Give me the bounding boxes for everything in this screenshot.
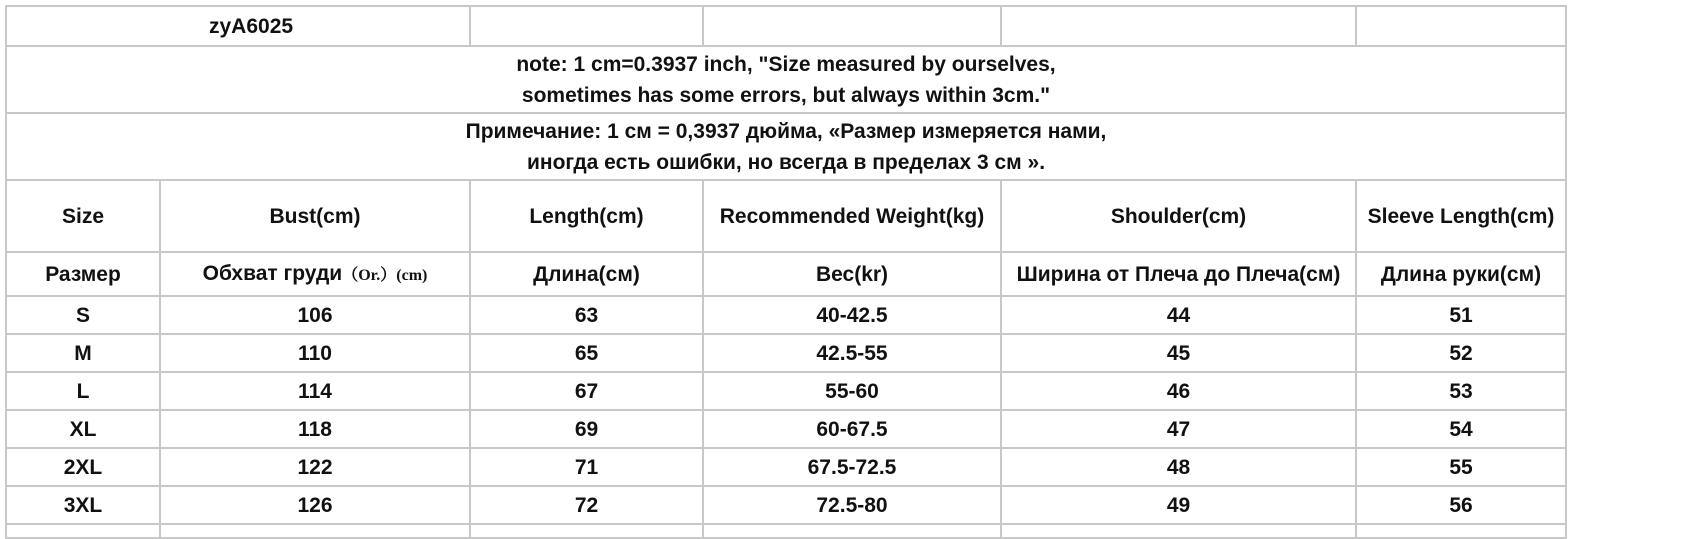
cell-size: L <box>6 372 160 410</box>
cell-bust: 126 <box>160 486 470 524</box>
table-row <box>6 372 1566 410</box>
cell-bust: 118 <box>160 410 470 448</box>
note-en-line-1: note: 1 cm=0.3937 inch, "Size measured by ourselves, <box>516 52 1056 76</box>
cell-sleeve: 53 <box>1356 372 1566 410</box>
product-code: zyA6025 <box>6 6 470 46</box>
header-weight: Recommended Weight(kg) <box>703 180 1001 252</box>
empty-row <box>6 524 1566 538</box>
table-row <box>6 448 1566 486</box>
header-bust-ru <box>160 252 470 296</box>
header-shoulder-ru: Ширина от Плеча до Плеча(см) <box>1001 252 1356 296</box>
header-row-ru <box>6 252 1566 296</box>
header-bust-ru-suffix: （Or.）(cm) <box>342 266 428 284</box>
cell-weight: 60-67.5 <box>703 410 1001 448</box>
note-ru-line-2: иногда есть ошибки, но всегда в пределах 3 см ». <box>526 150 1046 174</box>
cell-sleeve: 54 <box>1356 410 1566 448</box>
size-chart-table <box>5 5 1567 539</box>
header-bust-ru-label: Обхват груди <box>202 261 343 285</box>
cell-length: 65 <box>470 334 703 372</box>
header-weight-ru: Вес(kr) <box>703 252 1001 296</box>
cell-shoulder: 46 <box>1001 372 1356 410</box>
cell-sleeve: 55 <box>1356 448 1566 486</box>
empty-cell <box>1356 524 1566 538</box>
cell-bust: 110 <box>160 334 470 372</box>
cell-sleeve: 56 <box>1356 486 1566 524</box>
empty-cell <box>703 524 1001 538</box>
header-sleeve: Sleeve Length(cm) <box>1356 180 1566 252</box>
cell-length: 63 <box>470 296 703 334</box>
cell-size: S <box>6 296 160 334</box>
cell-bust: 114 <box>160 372 470 410</box>
cell-length: 67 <box>470 372 703 410</box>
header-size: Size <box>6 180 160 252</box>
cell-sleeve: 52 <box>1356 334 1566 372</box>
cell-weight: 72.5-80 <box>703 486 1001 524</box>
cell-size: 3XL <box>6 486 160 524</box>
header-sleeve-ru: Длина руки(см) <box>1356 252 1566 296</box>
table-row <box>6 334 1566 372</box>
table-row <box>6 296 1566 334</box>
header-row-en <box>6 180 1566 252</box>
cell-length: 72 <box>470 486 703 524</box>
empty-cell <box>1001 6 1356 46</box>
cell-weight: 40-42.5 <box>703 296 1001 334</box>
cell-shoulder: 44 <box>1001 296 1356 334</box>
cell-weight: 42.5-55 <box>703 334 1001 372</box>
cell-size: XL <box>6 410 160 448</box>
note-en <box>6 46 1566 113</box>
header-size-ru: Размер <box>6 252 160 296</box>
cell-shoulder: 45 <box>1001 334 1356 372</box>
header-shoulder: Shoulder(cm) <box>1001 180 1356 252</box>
header-length-ru: Длина(см) <box>470 252 703 296</box>
empty-cell <box>470 524 703 538</box>
table-row <box>6 486 1566 524</box>
header-bust: Bust(cm) <box>160 180 470 252</box>
cell-bust: 122 <box>160 448 470 486</box>
cell-length: 71 <box>470 448 703 486</box>
cell-shoulder: 49 <box>1001 486 1356 524</box>
empty-cell <box>470 6 703 46</box>
note-ru-line-1: Примечание: 1 см = 0,3937 дюйма, «Размер измеряется нами, <box>465 119 1107 143</box>
cell-sleeve: 51 <box>1356 296 1566 334</box>
empty-cell <box>6 524 160 538</box>
note-ru-row <box>6 113 1566 180</box>
empty-cell <box>160 524 470 538</box>
cell-length: 69 <box>470 410 703 448</box>
empty-cell <box>1356 6 1566 46</box>
cell-shoulder: 47 <box>1001 410 1356 448</box>
note-en-row <box>6 46 1566 113</box>
cell-weight: 67.5-72.5 <box>703 448 1001 486</box>
note-en-line-2: sometimes has some errors, but always within 3cm." <box>521 83 1051 107</box>
note-ru <box>6 113 1566 180</box>
cell-weight: 55-60 <box>703 372 1001 410</box>
cell-size: M <box>6 334 160 372</box>
cell-bust: 106 <box>160 296 470 334</box>
empty-cell <box>1001 524 1356 538</box>
table-row <box>6 410 1566 448</box>
cell-shoulder: 48 <box>1001 448 1356 486</box>
cell-size: 2XL <box>6 448 160 486</box>
empty-cell <box>703 6 1001 46</box>
header-length: Length(cm) <box>470 180 703 252</box>
title-row <box>6 6 1566 46</box>
